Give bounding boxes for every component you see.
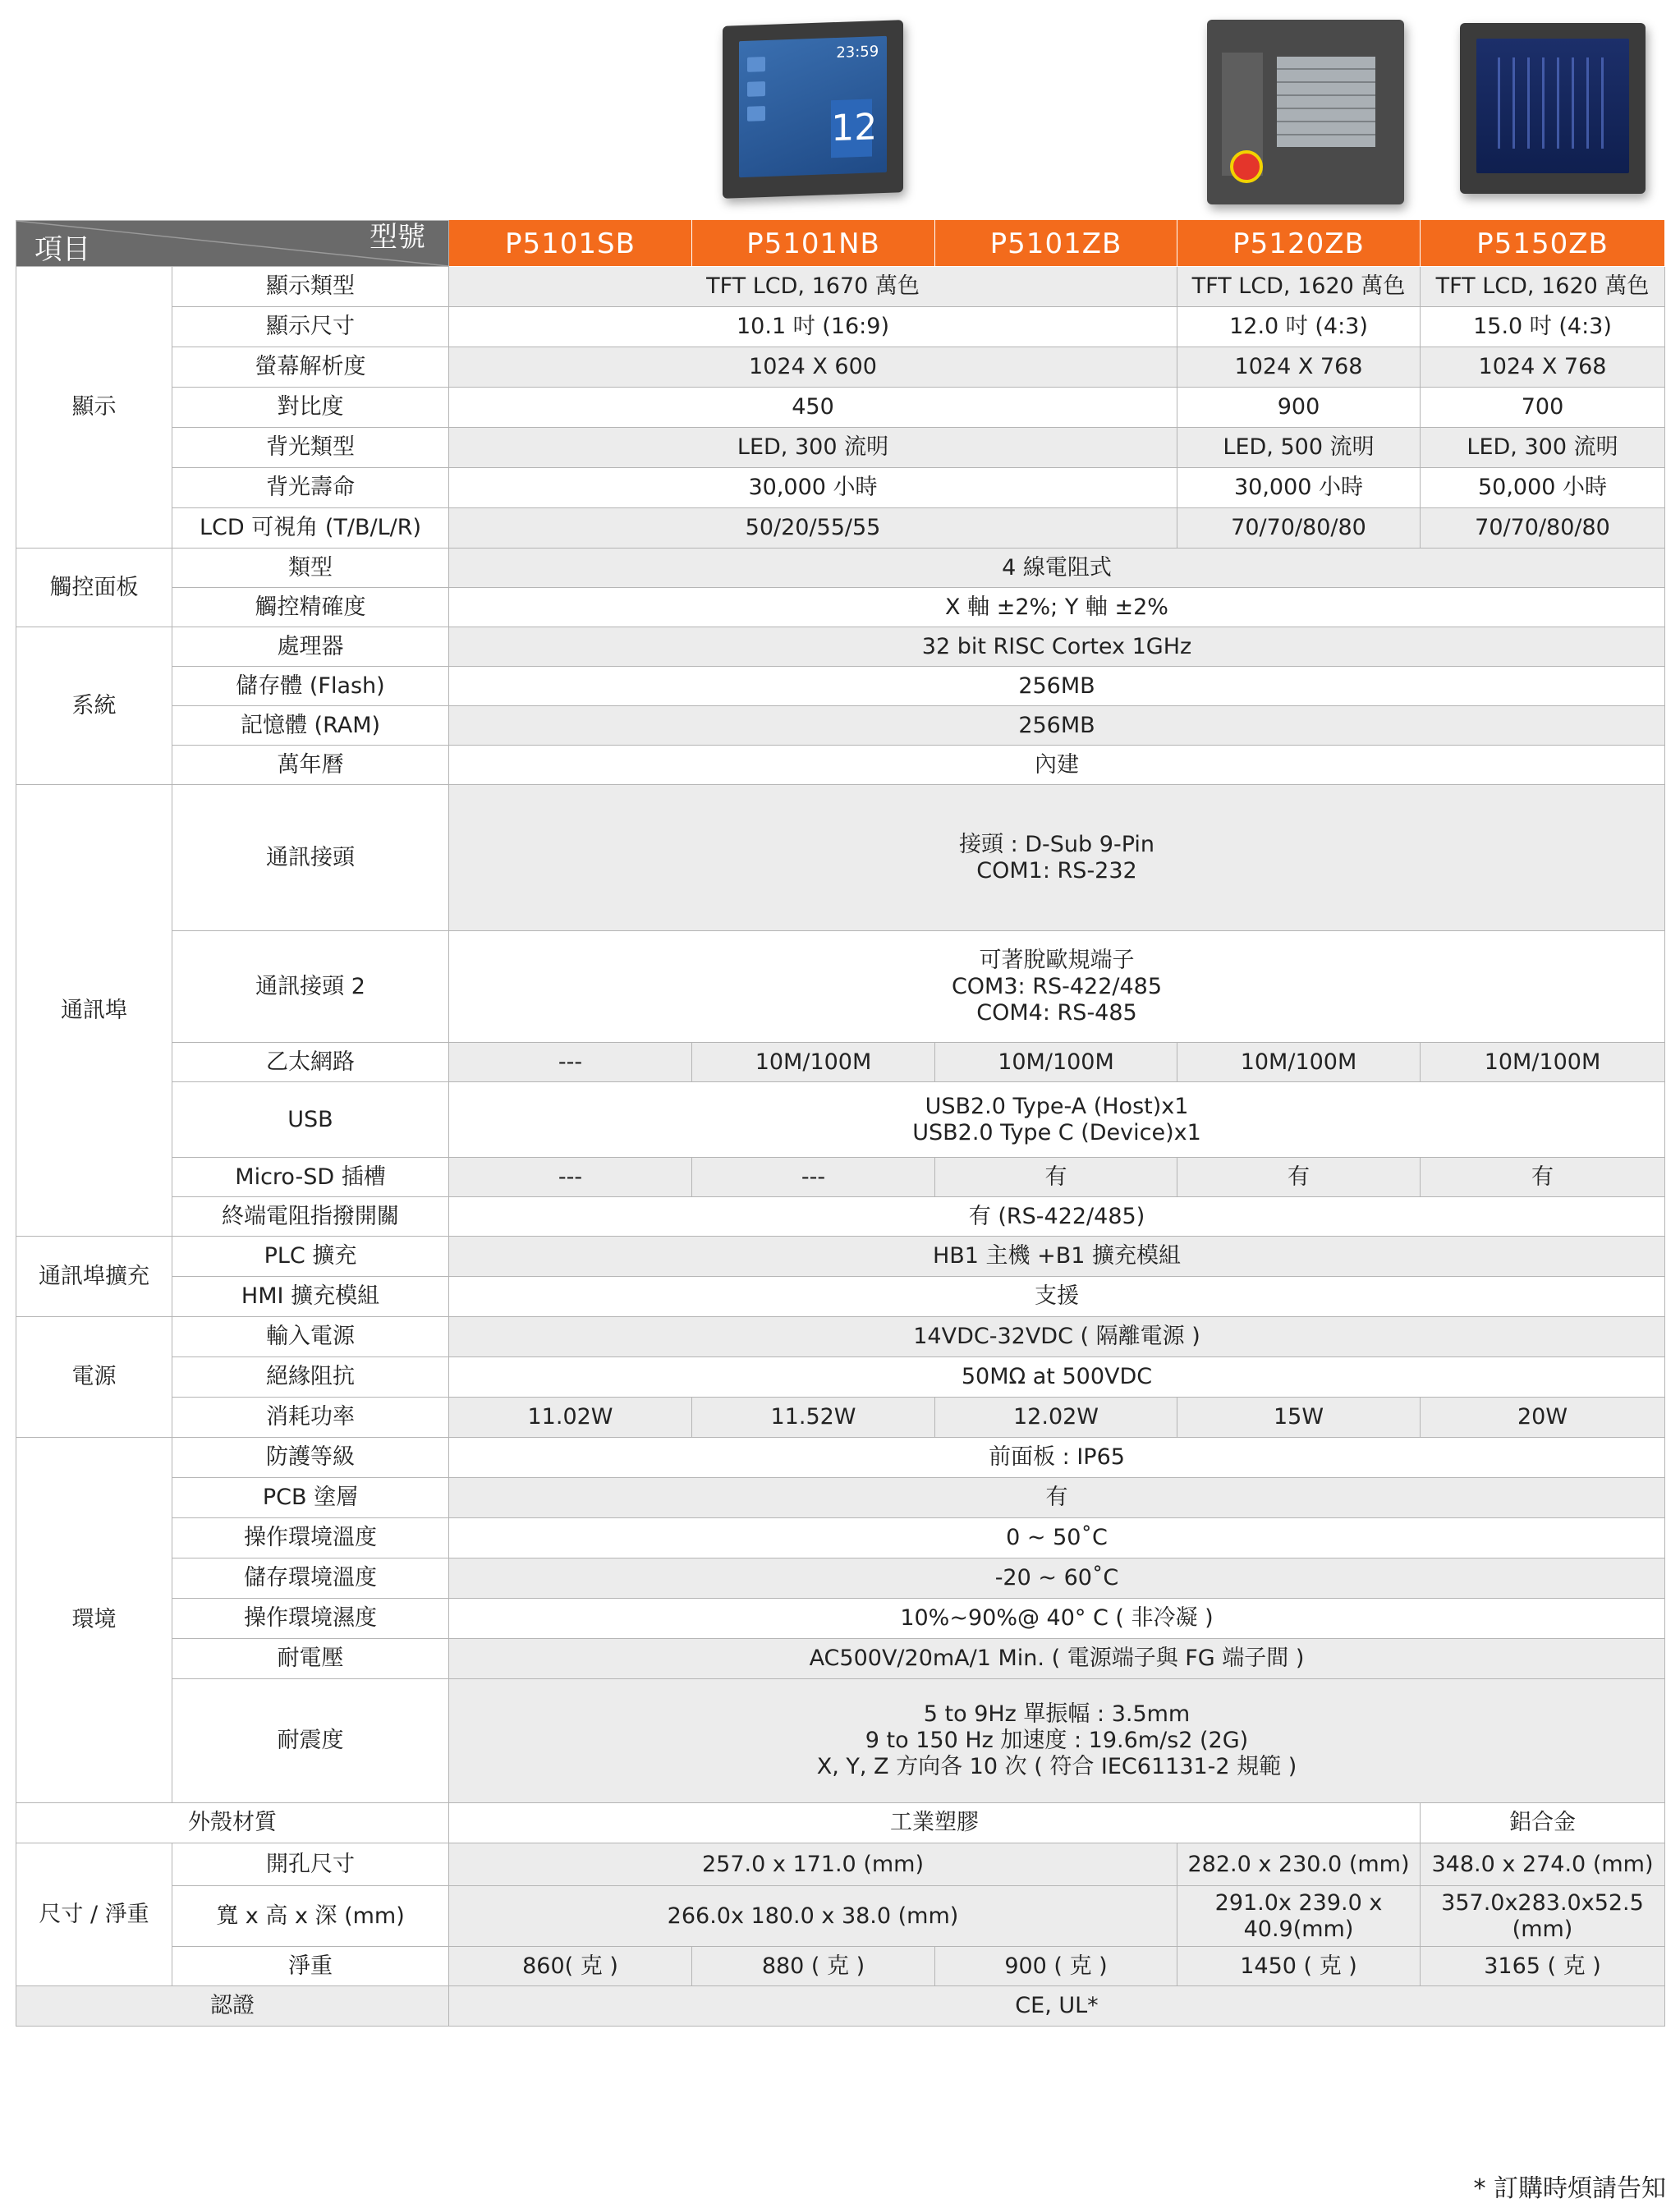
row-label: 萬年曆 [172,746,449,785]
row-label: 螢幕解析度 [172,347,449,388]
value-cell: TFT LCD, 1620 萬色 [1177,267,1421,307]
value-cell: 256MB [449,706,1665,746]
value-cell: HB1 主機 +B1 擴充模組 [449,1237,1665,1277]
row-label: 防護等級 [172,1438,449,1478]
value-cell: LED, 500 流明 [1177,428,1421,468]
row-label: 終端電阻指撥開關 [172,1197,449,1237]
row-label: LCD 可視角 (T/B/L/R) [172,508,449,549]
value-cell: --- [449,1158,692,1197]
row-label: 儲存體 (Flash) [172,667,449,706]
panel-display [1277,57,1375,147]
value-cell: 50,000 小時 [1421,468,1665,508]
value-cell: --- [449,1043,692,1082]
row-label: Micro-SD 插槽 [172,1158,449,1197]
value-cell: TFT LCD, 1670 萬色 [449,267,1177,307]
row-label: 絕緣阻抗 [172,1357,449,1398]
value-cell: 內建 [449,746,1665,785]
row-label: 處理器 [172,627,449,667]
model-header: P5150ZB [1421,221,1665,267]
value-cell: 20W [1421,1398,1665,1438]
value-cell: 15W [1177,1398,1421,1438]
value-cell: 291.0x 239.0 x 40.9(mm) [1177,1886,1421,1947]
row-label: PLC 擴充 [172,1237,449,1277]
value-cell: --- [692,1158,935,1197]
value-cell: 32 bit RISC Cortex 1GHz [449,627,1665,667]
value-cell: 有 (RS-422/485) [449,1197,1665,1237]
row-label: 消耗功率 [172,1398,449,1438]
category-touch: 觸控面板 [16,549,172,627]
row-label: 認證 [16,1986,449,2027]
row-label: 開孔尺寸 [172,1843,449,1886]
row-label: 乙太網路 [172,1043,449,1082]
category-display: 顯示 [16,267,172,549]
row-label: 顯示尺寸 [172,307,449,347]
value-cell: 5 to 9Hz 單振幅 : 3.5mm 9 to 150 Hz 加速度 : 19.6m/s2 (2G) X, Y, Z 方向各 10 次 ( 符合 IEC61131-2 規範 ) [449,1679,1665,1803]
category-expansion: 通訊埠擴充 [16,1237,172,1317]
value-cell: 10%~90%@ 40° C ( 非冷凝 ) [449,1599,1665,1639]
row-label: 背光類型 [172,428,449,468]
value-cell: 860( 克 ) [449,1947,692,1986]
value-cell: 70/70/80/80 [1421,508,1665,549]
value-cell: 支援 [449,1277,1665,1317]
product-image-p5101 [723,20,903,199]
row-label: 通訊接頭 2 [172,931,449,1043]
model-header: P5101SB [449,221,692,267]
value-cell: 282.0 x 230.0 (mm) [1177,1843,1421,1886]
value-cell: 前面板 : IP65 [449,1438,1665,1478]
device-tile [747,57,765,72]
device-digit: 12 [831,99,872,158]
value-cell: 1024 X 600 [449,347,1177,388]
model-header: P5101ZB [935,221,1177,267]
value-cell: 可著脫歐規端子 COM3: RS-422/485 COM4: RS-485 [449,931,1665,1043]
value-cell: 11.02W [449,1398,692,1438]
model-header: P5101NB [692,221,935,267]
value-cell: 1024 X 768 [1421,347,1665,388]
row-label: 對比度 [172,388,449,428]
value-cell: 3165 ( 克 ) [1421,1947,1665,1986]
value-cell: 1024 X 768 [1177,347,1421,388]
value-cell: 1450 ( 克 ) [1177,1947,1421,1986]
row-label: 通訊接頭 [172,785,449,931]
value-cell: 0 ~ 50˚C [449,1518,1665,1558]
row-label: 類型 [172,549,449,588]
value-cell: 10.1 吋 (16:9) [449,307,1177,347]
value-cell: 70/70/80/80 [1177,508,1421,549]
value-cell: 有 [1421,1158,1665,1197]
device-tile [747,106,765,122]
row-label: 輸入電源 [172,1317,449,1357]
row-label: 顯示類型 [172,267,449,307]
row-label: 耐震度 [172,1679,449,1803]
value-cell: 30,000 小時 [449,468,1177,508]
model-label: 型號 [370,221,425,254]
value-cell: CE, UL* [449,1986,1665,2027]
product-image-p5120 [1207,20,1404,204]
value-cell: 11.52W [692,1398,935,1438]
panel-display [1498,57,1607,149]
row-label: 耐電壓 [172,1639,449,1679]
category-power: 電源 [16,1317,172,1438]
row-label: 儲存環境溫度 [172,1558,449,1599]
value-cell: 14VDC-32VDC ( 隔離電源 ) [449,1317,1665,1357]
row-label: 淨重 [172,1947,449,1986]
value-cell: 256MB [449,667,1665,706]
row-label: 外殼材質 [16,1803,449,1843]
value-cell: USB2.0 Type-A (Host)x1 USB2.0 Type C (Device)x1 [449,1082,1665,1158]
category-environment: 環境 [16,1438,172,1803]
header-item-model-cell [16,221,449,267]
value-cell: 266.0x 180.0 x 38.0 (mm) [449,1886,1177,1947]
value-cell: 700 [1421,388,1665,428]
value-cell: 50MΩ at 500VDC [449,1357,1665,1398]
product-image-p5150 [1460,23,1646,194]
device-clock: 23:59 [836,43,879,62]
row-label: USB [172,1082,449,1158]
value-cell: AC500V/20mA/1 Min. ( 電源端子與 FG 端子間 ) [449,1639,1665,1679]
value-cell: 880 ( 克 ) [692,1947,935,1986]
value-cell: 10M/100M [1177,1043,1421,1082]
spec-table [16,220,1665,2027]
value-cell: 工業塑膠 [449,1803,1421,1843]
value-cell: 50/20/55/55 [449,508,1177,549]
value-cell: X 軸 ±2%; Y 軸 ±2% [449,588,1665,627]
row-label: 寬 x 高 x 深 (mm) [172,1886,449,1947]
value-cell: 348.0 x 274.0 (mm) [1421,1843,1665,1886]
row-label: 操作環境濕度 [172,1599,449,1639]
value-cell: 10M/100M [935,1043,1177,1082]
row-label: 背光壽命 [172,468,449,508]
model-header: P5120ZB [1177,221,1421,267]
value-cell: 接頭 : D-Sub 9-Pin COM1: RS-232 [449,785,1665,931]
value-cell: 15.0 吋 (4:3) [1421,307,1665,347]
value-cell: 900 [1177,388,1421,428]
value-cell: -20 ~ 60˚C [449,1558,1665,1599]
value-cell: 鋁合金 [1421,1803,1665,1843]
value-cell: LED, 300 流明 [1421,428,1665,468]
value-cell: 900 ( 克 ) [935,1947,1177,1986]
device-tile [747,81,765,97]
value-cell: 357.0x283.0x52.5 (mm) [1421,1886,1665,1947]
category-dimensions: 尺寸 / 淨重 [16,1843,172,1986]
value-cell: 有 [449,1478,1665,1518]
row-label: 記憶體 (RAM) [172,706,449,746]
order-footnote: * 訂購時煩請告知 [1473,2174,1666,2203]
value-cell: 12.0 吋 (4:3) [1177,307,1421,347]
emergency-stop-icon [1230,150,1263,183]
category-comm: 通訊埠 [16,785,172,1237]
value-cell: 4 線電阻式 [449,549,1665,588]
row-label: PCB 塗層 [172,1478,449,1518]
value-cell: TFT LCD, 1620 萬色 [1421,267,1665,307]
row-label: 觸控精確度 [172,588,449,627]
value-cell: 257.0 x 171.0 (mm) [449,1843,1177,1886]
value-cell: 450 [449,388,1177,428]
value-cell: 10M/100M [692,1043,935,1082]
value-cell: 有 [935,1158,1177,1197]
row-label: HMI 擴充模組 [172,1277,449,1317]
item-label: 項目 [34,233,90,266]
row-label: 操作環境溫度 [172,1518,449,1558]
value-cell: 12.02W [935,1398,1177,1438]
category-system: 系統 [16,627,172,785]
header-row [16,221,1665,267]
value-cell: 10M/100M [1421,1043,1665,1082]
value-cell: 有 [1177,1158,1421,1197]
value-cell: LED, 300 流明 [449,428,1177,468]
value-cell: 30,000 小時 [1177,468,1421,508]
